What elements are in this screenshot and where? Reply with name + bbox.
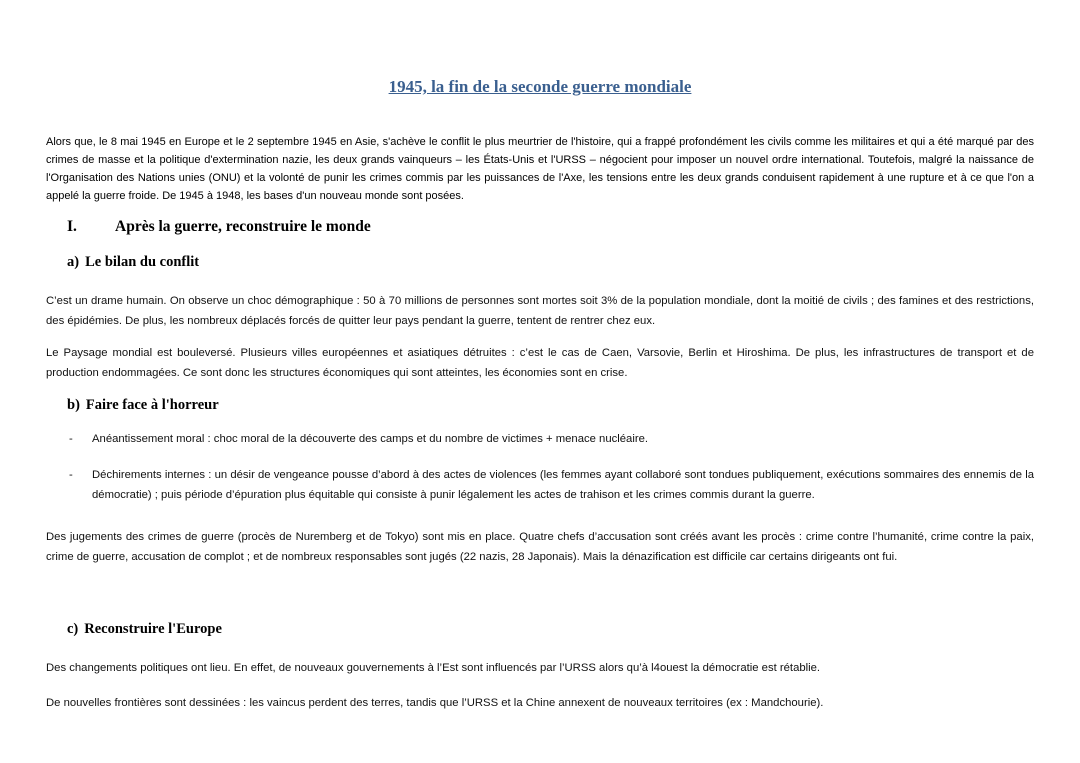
- subsection-b-bullet-1: [69, 429, 1034, 449]
- section-1-heading: [67, 218, 371, 236]
- subsection-a-heading: [67, 254, 199, 271]
- subsection-b-paragraph-1: Des jugements des crimes de guerre (procès de Nuremberg et de Tokyo) sont mis en place. Quatre chefs d’accusation sont créés avant les procès : crime contre l’humanité, crime contre la paix, crime de guerre, accusation de complot ; et de nombreux responsables sont jugés (22 nazis, 28 Japonais). Mais la dénazification est difficile car certains dirigeants ont fui.: [46, 531, 1034, 563]
- subsection-c-title: Reconstruire l'Europe: [84, 621, 222, 637]
- intro-paragraph: Alors que, le 8 mai 1945 en Europe et le 2 septembre 1945 en Asie, s'achève le conflit le plus meurtrier de l'histoire, qui a frappé profondément les civils comme les militaires et qui a été marqué par des crimes de masse et la politique d'extermination nazie, les deux grands vainqueurs – les États-Unis et l'URSS – négocient pour imposer un nouvel ordre international. Toutefois, malgré la naissance de l'Organisation des Nations unies (ONU) et la volonté de punir les crimes commis par les puissances de l'Axe, les tensions entre les deux grands conduisent rapidement à une rupture et à ce que l'on a appelé la guerre froide. De 1945 à 1948, les bases d'un nouveau monde sont posées.: [46, 136, 1034, 202]
- subsection-b-letter: b): [67, 397, 80, 413]
- subsection-c-letter: c): [67, 621, 79, 637]
- subsection-c-paragraph-1: Des changements politiques ont lieu. En effet, de nouveaux gouvernements à l’Est sont influencés par l’URSS alors qu’à l4ouest la démocratie est rétablie.: [46, 662, 821, 674]
- bullet-2-text: Déchirements internes : un désir de vengeance pousse d’abord à des actes de violences (les femmes ayant collaboré sont tondues publiquement, exécutions sommaires des ennemis de la démocratie) ; puis période d’épuration plus équitable qui consiste à punir légalement les actes de trahison et les crimes commis durant la guerre.: [92, 469, 1034, 501]
- section-1-number: I.: [67, 218, 77, 235]
- bullet-dash: -: [69, 469, 73, 481]
- subsection-a-letter: a): [67, 254, 80, 270]
- bullet-dash: -: [69, 433, 73, 445]
- subsection-a-paragraph-1: C’est un drame humain. On observe un choc démographique : 50 à 70 millions de personnes sont mortes soit 3% de la population mondiale, dont la moitié de civils ; des famines et des restrictions, des épidémies. De plus, les nombreux déplacés forcés de quitter leur pays pendant la guerre, tentent de rentrer chez eux.: [46, 295, 1034, 327]
- subsection-b-title: Faire face à l'horreur: [85, 397, 219, 413]
- subsection-a-paragraph-2: Le Paysage mondial est bouleversé. Plusieurs villes européennes et asiatiques détruites : c’est le cas de Caen, Varsovie, Berlin et Hiroshima. De plus, les infrastructures de transport et de production endommagées. Ce sont donc les structures économiques qui sont atteintes, les économies sont en crise.: [46, 347, 1034, 379]
- subsection-b-bullet-2: [69, 465, 1034, 505]
- document-title: 1945, la fin de la seconde guerre mondiale: [388, 77, 692, 96]
- subsection-c-heading: [67, 621, 222, 638]
- subsection-a-title: Le bilan du conflit: [85, 254, 200, 270]
- section-1-title: Après la guerre, reconstruire le monde: [115, 218, 371, 235]
- subsection-c-paragraph-2: De nouvelles frontières sont dessinées : les vaincus perdent des terres, tandis que l’URSS et la Chine annexent de nouveaux territoires (ex : Mandchourie).: [46, 697, 824, 709]
- bullet-1-text: Anéantissement moral : choc moral de la découverte des camps et du nombre de victimes + menace nucléaire.: [92, 433, 649, 445]
- subsection-b-heading: [67, 397, 219, 414]
